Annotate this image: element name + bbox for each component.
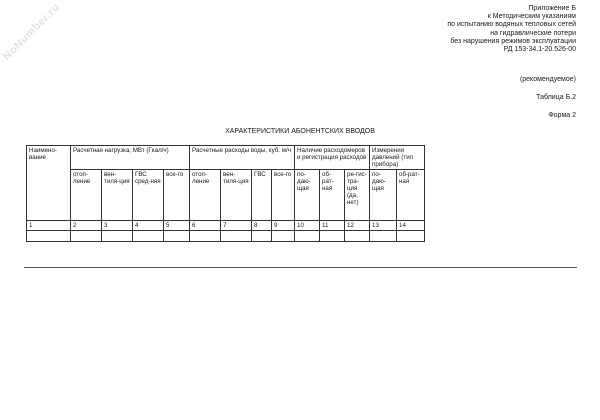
table-cell [345,231,370,242]
header-load-total: все-го [164,170,190,221]
table-cell [221,231,252,242]
subscriber-inputs-table [26,145,425,242]
table-cell [370,231,397,242]
table-cell [295,231,320,242]
header-flow-gvs: ГВС [252,170,272,221]
bottom-divider [24,267,577,268]
header-flow: Расчетные расходы воды, куб. м/ч [190,146,295,170]
header-load-ventilation: вен-тиля-ция [102,170,133,221]
column-number: 4 [133,221,164,231]
column-number: 12 [345,221,370,231]
header-meters-supply: по-даю-щая [295,170,320,221]
table-cell [71,231,102,242]
column-number: 3 [102,221,133,231]
column-number: 8 [252,221,272,231]
header-pressure: Измерения давлений (тип прибора) [370,146,425,170]
column-number: 13 [370,221,397,231]
table-cell [164,231,190,242]
column-number: 5 [164,221,190,231]
appendix-line: к Методическим указаниям [487,13,576,21]
table-label: Таблица Б.2 [536,94,576,101]
header-row-1 [27,146,425,170]
table-cell [27,231,71,242]
column-number: 7 [221,221,252,231]
table-cell [397,231,425,242]
column-number-row [27,221,425,231]
header-meters: Наличие расходомеров и регистрация расходов [295,146,370,170]
watermark: NoNumber.ru [0,1,63,63]
table-cell [190,231,221,242]
header-flow-ventilation: вен-тиля-ция [221,170,252,221]
form-label: Форма 2 [548,112,576,119]
header-name: Наимено-вание [27,146,71,221]
table-cell [252,231,272,242]
column-number: 1 [27,221,71,231]
column-number: 2 [71,221,102,231]
table-cell [102,231,133,242]
appendix-line: без нарушения режимов эксплуатации [450,37,576,45]
appendix-line: РД 153-34.1-20.526-00 [503,46,576,54]
column-number: 14 [397,221,425,231]
header-load: Расчетная нагрузка, МВт (Гкал/ч) [71,146,190,170]
header-pressure-supply: по-даю-щая [370,170,397,221]
table-cell [133,231,164,242]
header-flow-total: все-го [272,170,295,221]
appendix-heading [447,5,576,54]
table-cell [320,231,345,242]
appendix-line: по испытанию водяных тепловых сетей [447,21,576,29]
appendix-line: на гидравлические потери [490,29,576,37]
header-flow-heating: отоп-ление [190,170,221,221]
header-meters-registration: ре-гис-тра-ция (да, нет) [345,170,370,221]
header-pressure-return: об-рат-ная [397,170,425,221]
document-title: ХАРАКТЕРИСТИКИ АБОНЕНТСКИХ ВВОДОВ [225,128,375,135]
header-load-gvs: ГВС сред-няя [133,170,164,221]
appendix-line: Приложение Б [528,5,576,12]
header-meters-return: об-рат-ная [320,170,345,221]
header-load-heating: отоп-ление [71,170,102,221]
table-row [27,231,425,242]
column-number: 11 [320,221,345,231]
column-number: 9 [272,221,295,231]
recommended-label: (рекомендуемое) [519,76,576,83]
column-number: 10 [295,221,320,231]
table-cell [272,231,295,242]
column-number: 6 [190,221,221,231]
